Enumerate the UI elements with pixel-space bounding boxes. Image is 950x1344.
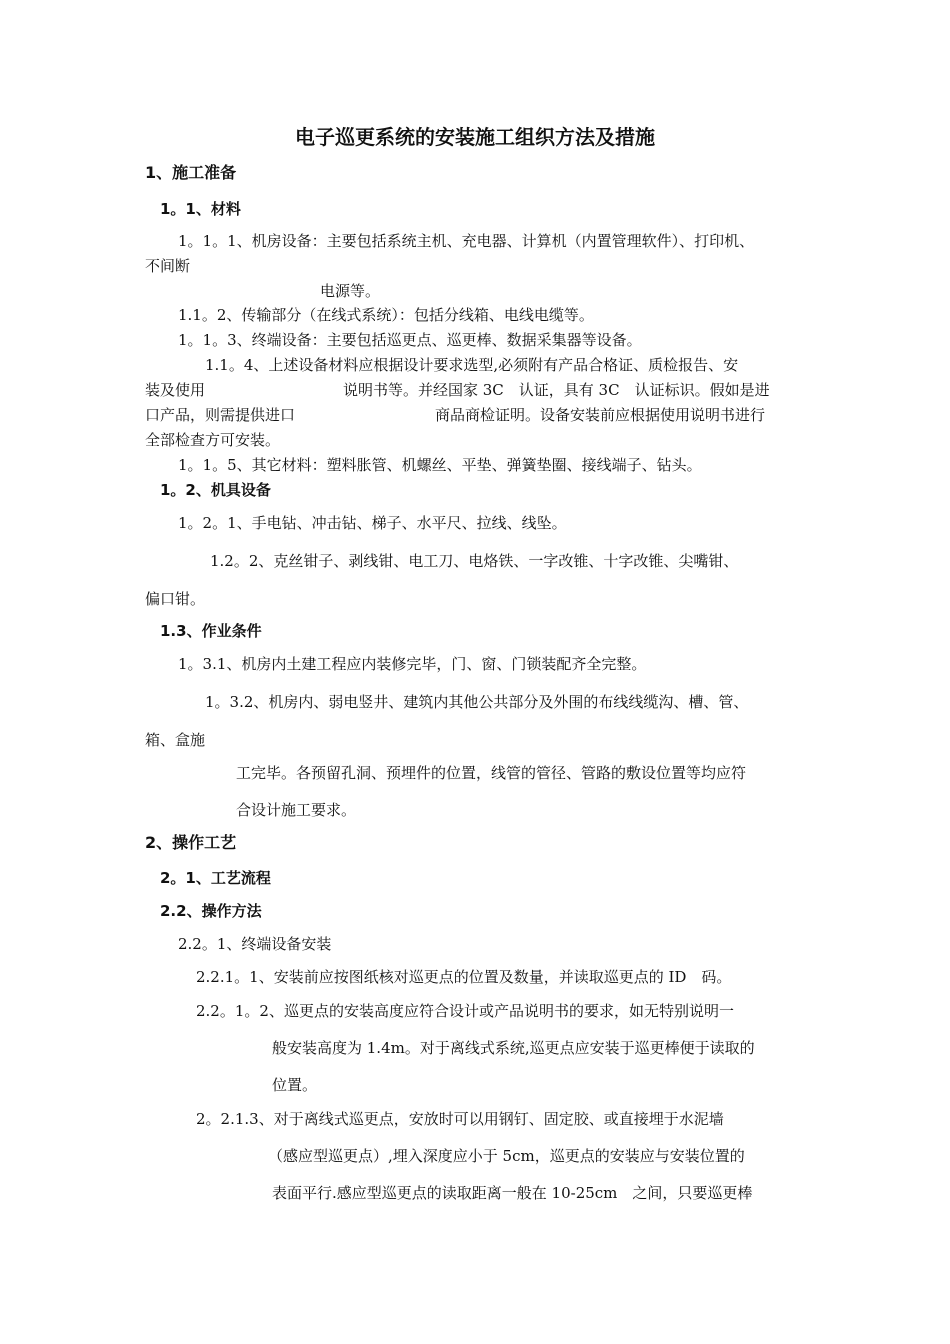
subsection-heading-2-1: 2。1、工艺流程	[160, 869, 271, 887]
paragraph-line: 2.2。1。2、巡更点的安装高度应符合设计或产品说明书的要求，如无特别说明一	[196, 1002, 734, 1020]
subsection-heading-1-2: 1。2、机具设备	[160, 481, 271, 499]
paragraph-line: 2.2。1、终端设备安装	[178, 935, 332, 953]
paragraph-line: 1。1。1、机房设备：主要包括系统主机、充电器、计算机（内置管理软件）、打印机、	[178, 232, 755, 250]
paragraph-line: 1。2。1、手电钻、冲击钻、梯子、水平尺、拉线、线坠。	[178, 514, 567, 532]
paragraph-line: 1。1。3、终端设备：主要包括巡更点、巡更棒、数据采集器等设备。	[178, 331, 642, 349]
paragraph-line: 般安装高度为 1.4m。对于离线式系统,巡更点应安装于巡更棒便于读取的	[272, 1039, 755, 1057]
paragraph-line: 表面平行.感应型巡更点的读取距离一般在 10-25cm 之间，只要巡更棒	[272, 1184, 753, 1202]
paragraph-line: 商品商检证明。设备安装前应根据使用说明书进行	[435, 406, 766, 424]
subsection-heading-1-1: 1。1、材料	[160, 200, 241, 218]
paragraph-line: 2。2.1.3、对于离线式巡更点，安放时可以用钢钉、固定胶、或直接埋于水泥墙	[196, 1110, 724, 1128]
paragraph-line: 全部检查方可安装。	[145, 431, 281, 449]
subsection-heading-2-2: 2.2、操作方法	[160, 902, 262, 920]
paragraph-line: 不间断	[145, 257, 191, 275]
paragraph-line: 1.2。2、克丝钳子、剥线钳、电工刀、电烙铁、一字改锥、十字改锥、尖嘴钳、	[210, 552, 739, 570]
paragraph-line: 装及使用	[145, 381, 206, 399]
document-title: 电子巡更系统的安装施工组织方法及措施	[295, 125, 655, 149]
subsection-heading-1-3: 1.3、作业条件	[160, 622, 262, 640]
paragraph-line: 1.1。2、传输部分（在线式系统）：包括分线箱、电线电缆等。	[178, 306, 594, 324]
paragraph-line: 1。3.1、机房内土建工程应内装修完毕，门、窗、门锁装配齐全完整。	[178, 655, 647, 673]
paragraph-line: 偏口钳。	[145, 590, 206, 608]
paragraph-line: 1.1。4、上述设备材料应根据设计要求选型,必须附有产品合格证、质检报告、安	[205, 356, 739, 374]
paragraph-line: 1。1。5、其它材料：塑料胀管、机螺丝、平垫、弹簧垫圈、接线端子、钻头。	[178, 456, 702, 474]
paragraph-line: （感应型巡更点）,埋入深度应小于 5cm，巡更点的安装应与安装位置的	[268, 1147, 745, 1165]
section-heading-1: 1、施工准备	[145, 163, 237, 182]
paragraph-line: 说明书等。并经国家 3C 认证，具有 3C 认证标识。假如是进	[343, 381, 770, 399]
paragraph-line: 1。3.2、机房内、弱电竖井、建筑内其他公共部分及外围的布线线缆沟、槽、管、	[205, 693, 749, 711]
paragraph-line: 工完毕。各预留孔洞、预埋件的位置，线管的管径、管路的敷设位置等均应符	[236, 764, 747, 782]
paragraph-line: 合设计施工要求。	[236, 801, 357, 819]
section-heading-2: 2、操作工艺	[145, 833, 237, 852]
paragraph-line: 箱、盒施	[145, 731, 206, 749]
paragraph-line: 口产品，则需提供进口	[145, 406, 296, 424]
paragraph-line: 电源等。	[320, 282, 381, 300]
paragraph-line: 2.2.1。1、安装前应按图纸核对巡更点的位置及数量，并读取巡更点的 ID 码。	[196, 968, 732, 986]
paragraph-line: 位置。	[272, 1076, 318, 1094]
